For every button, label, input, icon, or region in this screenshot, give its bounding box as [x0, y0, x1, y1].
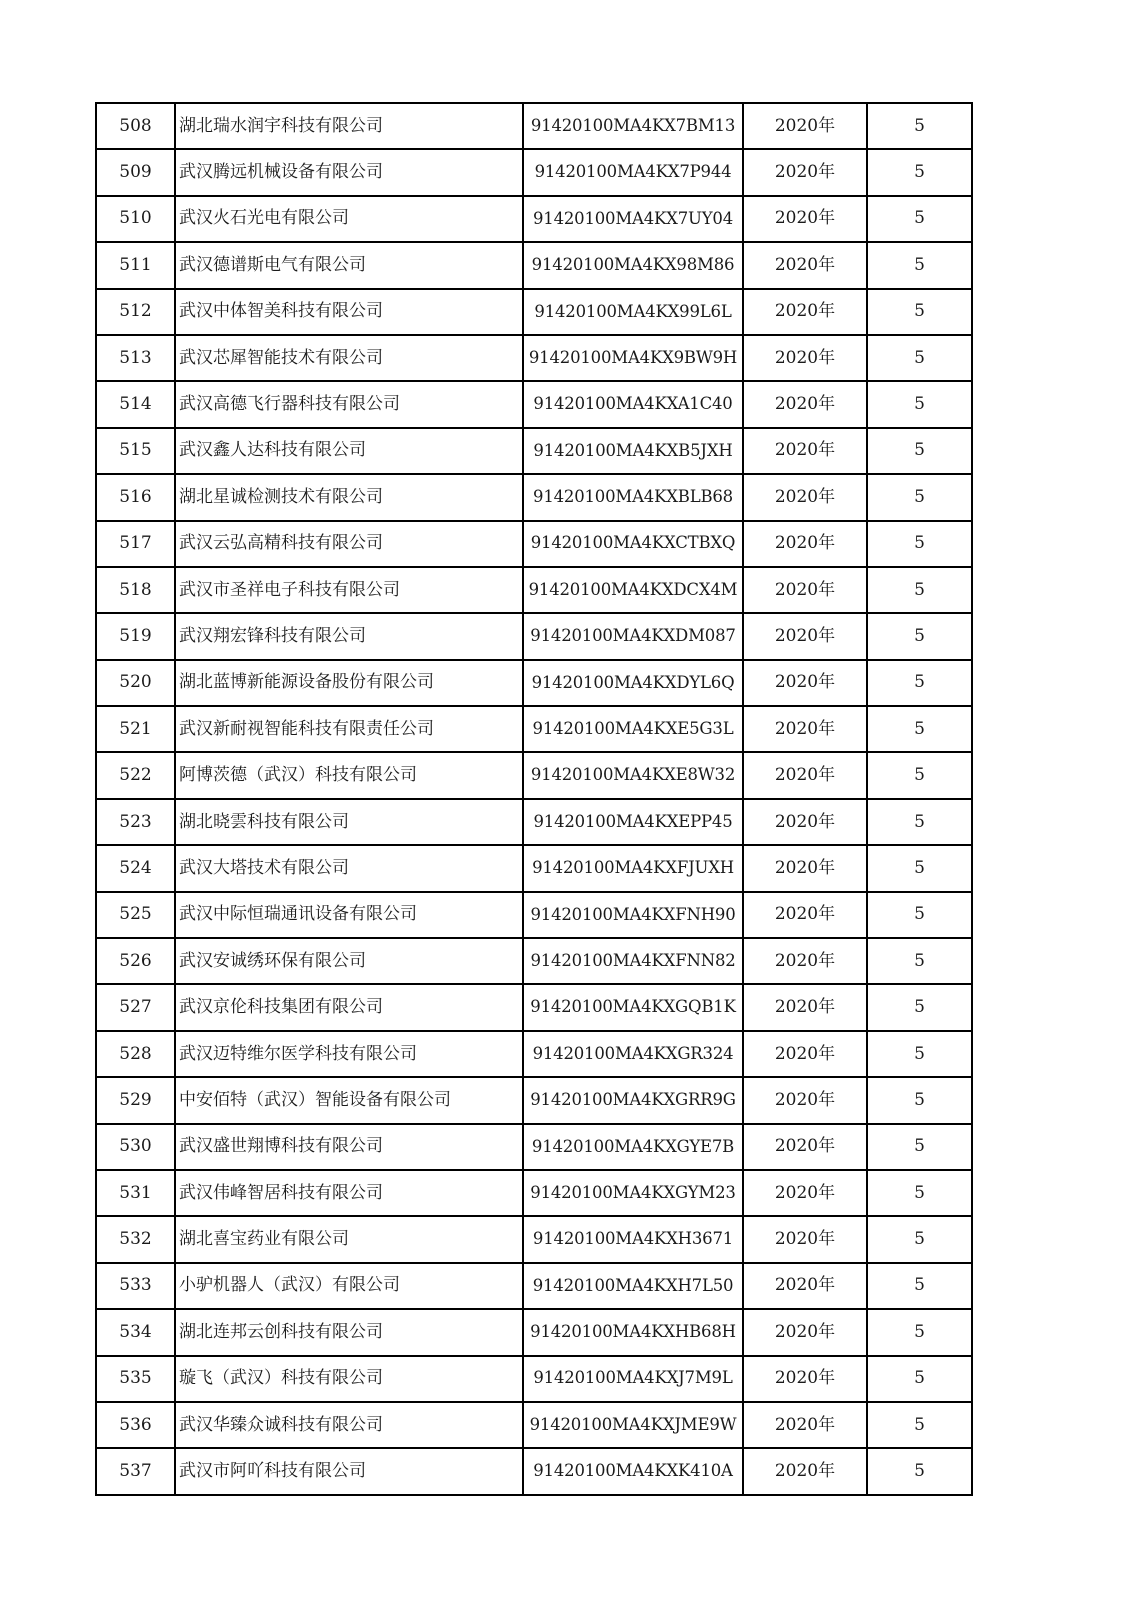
- year-cell: 2020年: [743, 567, 867, 613]
- company-name: 武汉安诚绣环保有限公司: [175, 938, 523, 984]
- credit-code: 91420100MA4KX98M86: [523, 242, 743, 288]
- company-name: 中安佰特（武汉）智能设备有限公司: [175, 1077, 523, 1123]
- value-cell: 5: [867, 984, 972, 1030]
- year-cell: 2020年: [743, 845, 867, 891]
- row-number: 524: [96, 845, 175, 891]
- value-cell: 5: [867, 660, 972, 706]
- year-cell: 2020年: [743, 381, 867, 427]
- credit-code: 91420100MA4KXA1C40: [523, 381, 743, 427]
- table-row: [96, 1077, 972, 1123]
- credit-code: 91420100MA4KXK410A: [523, 1448, 743, 1494]
- value-cell: 5: [867, 474, 972, 520]
- value-cell: 5: [867, 242, 972, 288]
- company-name: 湖北连邦云创科技有限公司: [175, 1309, 523, 1355]
- credit-code: 91420100MA4KXGRR9G: [523, 1077, 743, 1123]
- value-cell: 5: [867, 1402, 972, 1448]
- row-number: 526: [96, 938, 175, 984]
- value-cell: 5: [867, 892, 972, 938]
- credit-code: 91420100MA4KXH7L50: [523, 1263, 743, 1309]
- company-name: 武汉翔宏锋科技有限公司: [175, 613, 523, 659]
- year-cell: 2020年: [743, 799, 867, 845]
- credit-code: 91420100MA4KXGYE7B: [523, 1124, 743, 1170]
- table-row: [96, 567, 972, 613]
- company-name: 武汉中际恒瑞通讯设备有限公司: [175, 892, 523, 938]
- year-cell: 2020年: [743, 938, 867, 984]
- credit-code: 91420100MA4KXHB68H: [523, 1309, 743, 1355]
- table-row: [96, 196, 972, 242]
- credit-code: 91420100MA4KXH3671: [523, 1216, 743, 1262]
- credit-code: 91420100MA4KXGQB1K: [523, 984, 743, 1030]
- credit-code: 91420100MA4KXDM087: [523, 613, 743, 659]
- year-cell: 2020年: [743, 149, 867, 195]
- year-cell: 2020年: [743, 1170, 867, 1216]
- credit-code: 91420100MA4KXJ7M9L: [523, 1356, 743, 1402]
- year-cell: 2020年: [743, 335, 867, 381]
- row-number: 512: [96, 289, 175, 335]
- table-row: [96, 1031, 972, 1077]
- row-number: 528: [96, 1031, 175, 1077]
- value-cell: 5: [867, 149, 972, 195]
- company-name: 武汉云弘高精科技有限公司: [175, 521, 523, 567]
- value-cell: 5: [867, 196, 972, 242]
- credit-code: 91420100MA4KXE5G3L: [523, 706, 743, 752]
- company-name: 武汉市阿吖科技有限公司: [175, 1448, 523, 1494]
- value-cell: 5: [867, 103, 972, 149]
- company-name: 小驴机器人（武汉）有限公司: [175, 1263, 523, 1309]
- credit-code: 91420100MA4KX7UY04: [523, 196, 743, 242]
- year-cell: 2020年: [743, 521, 867, 567]
- row-number: 525: [96, 892, 175, 938]
- credit-code: 91420100MA4KXJME9W: [523, 1402, 743, 1448]
- year-cell: 2020年: [743, 1031, 867, 1077]
- year-cell: 2020年: [743, 706, 867, 752]
- company-name: 武汉伟峰智居科技有限公司: [175, 1170, 523, 1216]
- value-cell: 5: [867, 521, 972, 567]
- table-row: [96, 1309, 972, 1355]
- row-number: 515: [96, 428, 175, 474]
- row-number: 523: [96, 799, 175, 845]
- credit-code: 91420100MA4KXBLB68: [523, 474, 743, 520]
- company-name: 武汉京伦科技集团有限公司: [175, 984, 523, 1030]
- credit-code: 91420100MA4KXEPP45: [523, 799, 743, 845]
- credit-code: 91420100MA4KX7BM13: [523, 103, 743, 149]
- table-row: [96, 938, 972, 984]
- row-number: 537: [96, 1448, 175, 1494]
- value-cell: 5: [867, 706, 972, 752]
- table-row: [96, 149, 972, 195]
- company-name: 武汉芯犀智能技术有限公司: [175, 335, 523, 381]
- value-cell: 5: [867, 613, 972, 659]
- table-row: [96, 335, 972, 381]
- company-name: 湖北喜宝药业有限公司: [175, 1216, 523, 1262]
- company-name: 武汉火石光电有限公司: [175, 196, 523, 242]
- value-cell: 5: [867, 1031, 972, 1077]
- year-cell: 2020年: [743, 752, 867, 798]
- value-cell: 5: [867, 428, 972, 474]
- credit-code: 91420100MA4KXE8W32: [523, 752, 743, 798]
- year-cell: 2020年: [743, 984, 867, 1030]
- table-row: [96, 706, 972, 752]
- row-number: 510: [96, 196, 175, 242]
- year-cell: 2020年: [743, 1124, 867, 1170]
- company-name: 武汉市圣祥电子科技有限公司: [175, 567, 523, 613]
- table-row: [96, 428, 972, 474]
- credit-code: 91420100MA4KX7P944: [523, 149, 743, 195]
- row-number: 533: [96, 1263, 175, 1309]
- table-body: [96, 103, 972, 1495]
- value-cell: 5: [867, 938, 972, 984]
- row-number: 520: [96, 660, 175, 706]
- table-row: [96, 381, 972, 427]
- company-name: 湖北蓝博新能源设备股份有限公司: [175, 660, 523, 706]
- year-cell: 2020年: [743, 474, 867, 520]
- value-cell: 5: [867, 1124, 972, 1170]
- value-cell: 5: [867, 1448, 972, 1494]
- row-number: 511: [96, 242, 175, 288]
- value-cell: 5: [867, 799, 972, 845]
- value-cell: 5: [867, 289, 972, 335]
- table-row: [96, 242, 972, 288]
- table-row: [96, 845, 972, 891]
- year-cell: 2020年: [743, 1263, 867, 1309]
- table-row: [96, 521, 972, 567]
- value-cell: 5: [867, 752, 972, 798]
- company-name: 武汉大塔技术有限公司: [175, 845, 523, 891]
- row-number: 530: [96, 1124, 175, 1170]
- credit-code: 91420100MA4KXFNH90: [523, 892, 743, 938]
- table-row: [96, 984, 972, 1030]
- credit-code: 91420100MA4KXDCX4M: [523, 567, 743, 613]
- row-number: 513: [96, 335, 175, 381]
- row-number: 531: [96, 1170, 175, 1216]
- row-number: 516: [96, 474, 175, 520]
- row-number: 527: [96, 984, 175, 1030]
- row-number: 509: [96, 149, 175, 195]
- table-row: [96, 799, 972, 845]
- table-row: [96, 474, 972, 520]
- value-cell: 5: [867, 1309, 972, 1355]
- company-name: 湖北星诚检测技术有限公司: [175, 474, 523, 520]
- row-number: 517: [96, 521, 175, 567]
- row-number: 529: [96, 1077, 175, 1123]
- credit-code: 91420100MA4KXGYM23: [523, 1170, 743, 1216]
- row-number: 518: [96, 567, 175, 613]
- value-cell: 5: [867, 335, 972, 381]
- company-name: 阿博茨德（武汉）科技有限公司: [175, 752, 523, 798]
- row-number: 522: [96, 752, 175, 798]
- table-row: [96, 1170, 972, 1216]
- company-name: 武汉盛世翔博科技有限公司: [175, 1124, 523, 1170]
- year-cell: 2020年: [743, 892, 867, 938]
- year-cell: 2020年: [743, 103, 867, 149]
- value-cell: 5: [867, 1263, 972, 1309]
- company-name: 武汉德谱斯电气有限公司: [175, 242, 523, 288]
- row-number: 535: [96, 1356, 175, 1402]
- year-cell: 2020年: [743, 428, 867, 474]
- year-cell: 2020年: [743, 613, 867, 659]
- table-row: [96, 103, 972, 149]
- value-cell: 5: [867, 1216, 972, 1262]
- credit-code: 91420100MA4KX99L6L: [523, 289, 743, 335]
- credit-code: 91420100MA4KXFJUXH: [523, 845, 743, 891]
- company-name: 武汉新耐视智能科技有限责任公司: [175, 706, 523, 752]
- table-row: [96, 1402, 972, 1448]
- year-cell: 2020年: [743, 1309, 867, 1355]
- company-name: 武汉高德飞行器科技有限公司: [175, 381, 523, 427]
- row-number: 536: [96, 1402, 175, 1448]
- value-cell: 5: [867, 567, 972, 613]
- credit-code: 91420100MA4KXFNN82: [523, 938, 743, 984]
- table-row: [96, 1124, 972, 1170]
- row-number: 508: [96, 103, 175, 149]
- year-cell: 2020年: [743, 1356, 867, 1402]
- company-name: 武汉中体智美科技有限公司: [175, 289, 523, 335]
- table-row: [96, 1263, 972, 1309]
- year-cell: 2020年: [743, 1077, 867, 1123]
- year-cell: 2020年: [743, 1402, 867, 1448]
- year-cell: 2020年: [743, 660, 867, 706]
- credit-code: 91420100MA4KXDYL6Q: [523, 660, 743, 706]
- credit-code: 91420100MA4KXB5JXH: [523, 428, 743, 474]
- company-name: 武汉腾远机械设备有限公司: [175, 149, 523, 195]
- company-name: 湖北瑞水润宇科技有限公司: [175, 103, 523, 149]
- table-row: [96, 1216, 972, 1262]
- table-row: [96, 613, 972, 659]
- company-name: 璇飞（武汉）科技有限公司: [175, 1356, 523, 1402]
- table-row: [96, 892, 972, 938]
- value-cell: 5: [867, 1077, 972, 1123]
- table-row: [96, 1448, 972, 1494]
- credit-code: 91420100MA4KXGR324: [523, 1031, 743, 1077]
- credit-code: 91420100MA4KX9BW9H: [523, 335, 743, 381]
- value-cell: 5: [867, 1170, 972, 1216]
- year-cell: 2020年: [743, 242, 867, 288]
- value-cell: 5: [867, 1356, 972, 1402]
- company-list-table: [95, 102, 973, 1496]
- year-cell: 2020年: [743, 196, 867, 242]
- credit-code: 91420100MA4KXCTBXQ: [523, 521, 743, 567]
- year-cell: 2020年: [743, 289, 867, 335]
- company-name: 武汉迈特维尔医学科技有限公司: [175, 1031, 523, 1077]
- value-cell: 5: [867, 381, 972, 427]
- table-row: [96, 1356, 972, 1402]
- company-name: 湖北晓雲科技有限公司: [175, 799, 523, 845]
- table-row: [96, 289, 972, 335]
- table-row: [96, 660, 972, 706]
- row-number: 532: [96, 1216, 175, 1262]
- row-number: 521: [96, 706, 175, 752]
- row-number: 534: [96, 1309, 175, 1355]
- company-name: 武汉鑫人达科技有限公司: [175, 428, 523, 474]
- year-cell: 2020年: [743, 1216, 867, 1262]
- value-cell: 5: [867, 845, 972, 891]
- company-name: 武汉华臻众诚科技有限公司: [175, 1402, 523, 1448]
- table-row: [96, 752, 972, 798]
- year-cell: 2020年: [743, 1448, 867, 1494]
- row-number: 519: [96, 613, 175, 659]
- row-number: 514: [96, 381, 175, 427]
